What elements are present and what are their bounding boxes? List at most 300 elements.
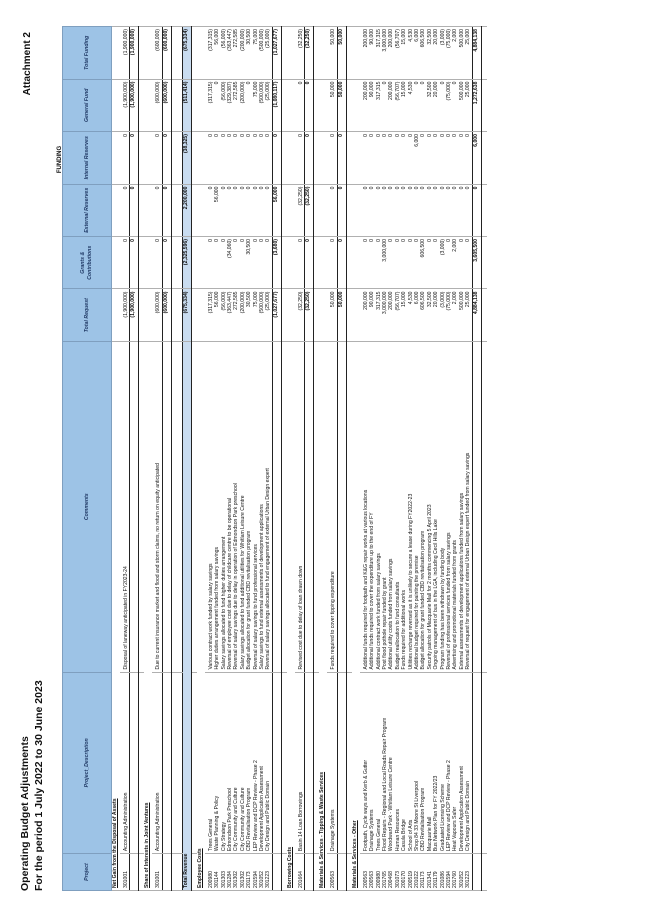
row-comment: Higher duties arrangement funded from salary savings (214, 341, 220, 672)
section-total-value: (600,000) (162, 79, 171, 131)
section-total-value: (1,900,000) (130, 27, 139, 80)
section-total-value: (1,080,117) (272, 79, 281, 131)
section-label: Materials & Services - Tipping & Waste Services (319, 341, 327, 890)
section-total-value: 0 (305, 79, 314, 131)
row-comment: Budget allocation for grant funded CBD revitalisation program (420, 341, 426, 672)
amount-cell: (363,447) (227, 289, 233, 341)
project-code: 201022 (414, 854, 420, 891)
project-description: Development Application Assessment (259, 672, 265, 854)
amount-cell: 0 (465, 132, 472, 184)
empty-cell (112, 79, 121, 131)
amount-cell: 0 (295, 132, 305, 184)
col-external: External Reserves (63, 184, 112, 236)
section-total-row (305, 27, 314, 891)
amount-cell: (317,315) (205, 27, 214, 80)
project-description: Drainage Systems (327, 672, 337, 854)
col-general: General Fund (63, 79, 112, 131)
amount-cell: 20,000 (433, 79, 439, 131)
amount-cell: 50,000 (327, 27, 337, 80)
row-comment: Additional funds required to cover the expenditure up to the end of FY (369, 341, 375, 672)
empty-cell (287, 289, 295, 341)
project-description: Woodward Park - Whitlam Leisure Centre (388, 672, 394, 854)
amount-cell: 25,000 (465, 27, 472, 80)
project-description: Human Resources (395, 672, 401, 854)
section-header-row (319, 27, 327, 891)
amount-cell: 0 (120, 132, 130, 184)
amount-cell: 56,000 (214, 184, 220, 236)
budget-table (62, 26, 487, 891)
amount-cell: 0 (259, 237, 265, 289)
empty-cell (319, 27, 327, 80)
amount-cell: (200,000) (240, 79, 246, 131)
amount-cell: 0 (427, 132, 433, 184)
row-comment: Utilities recharge reversed as it is unlikely to secure a lease during FY2022-23 (408, 341, 414, 672)
empty-cell (337, 672, 346, 854)
project-description: Flood Repairs - Regional and Local Roads Repair Program (382, 672, 388, 854)
empty-cell (272, 341, 281, 672)
amount-cell: 4,530 (408, 79, 414, 131)
empty-cell (319, 79, 327, 131)
row-comment: Reversal of salary savings to fund professional services (253, 341, 259, 672)
section-header-row (352, 27, 360, 891)
amount-cell: 0 (408, 184, 414, 236)
empty-cell (481, 341, 487, 672)
section-total-value: 0 (305, 132, 314, 184)
project-code: 301284 (227, 854, 233, 891)
amount-cell: 0 (265, 132, 272, 184)
amount-cell: 20,000 (433, 289, 439, 341)
amount-cell: 0 (265, 184, 272, 236)
amount-cell: (200,000) (240, 27, 246, 80)
amount-cell: 0 (214, 132, 220, 184)
project-code: 301001 (120, 854, 130, 891)
section-total-row (337, 27, 346, 891)
amount-cell: 32,500 (427, 289, 433, 341)
project-code: 301052 (459, 854, 465, 891)
section-total-row (130, 27, 139, 891)
table-header-row (63, 27, 112, 891)
empty-cell (162, 672, 171, 854)
amount-cell: 606,500 (420, 27, 426, 80)
section-header-row (197, 27, 205, 891)
section-label: Share of Interests in Joint Ventures (144, 341, 152, 890)
grand-total-row (182, 27, 191, 891)
amount-cell: 0 (253, 132, 259, 184)
amount-cell: (500,000) (259, 79, 265, 131)
amount-cell: 0 (120, 237, 130, 289)
section-total-value: 1,272,638 (472, 79, 481, 131)
amount-cell: 0 (382, 79, 388, 131)
amount-cell: (75,000) (446, 79, 452, 131)
section-total-value: 0 (337, 237, 346, 289)
empty-cell (144, 79, 152, 131)
amount-cell: (329,387) (227, 79, 233, 131)
empty-cell (197, 184, 205, 236)
empty-cell (197, 132, 205, 184)
amount-cell: 0 (388, 132, 394, 184)
amount-cell: 0 (440, 132, 446, 184)
section-label: Materials & Services - Other (352, 341, 360, 890)
amount-cell: 0 (465, 184, 472, 236)
amount-cell: 0 (414, 184, 420, 236)
project-description: Basin 14 Loan Borrowings (295, 672, 305, 854)
amount-cell: 75,000 (253, 27, 259, 80)
section-total-value: 0 (337, 132, 346, 184)
row-comment: Reversal of request for engagement of external Urban Design expert funded from salary savings (465, 341, 472, 672)
section-total-value: (1,027,677) (272, 289, 281, 341)
amount-cell: 2,000 (452, 289, 458, 341)
amount-cell: 50,000 (327, 79, 337, 131)
empty-cell (305, 341, 314, 672)
empty-cell (144, 289, 152, 341)
empty-cell (197, 79, 205, 131)
section-total-value: 56,000 (272, 184, 281, 236)
amount-cell: 0 (221, 184, 227, 236)
section-header-row (144, 27, 152, 891)
amount-cell: (1,900,000) (120, 79, 130, 131)
project-code: 301302 (233, 854, 239, 891)
amount-cell: 0 (427, 237, 433, 289)
col-description: Project_Description (63, 672, 112, 854)
row-comment: Revised cost due to delay of loan drawn down (295, 341, 305, 672)
section-total-value: (1,900,000) (130, 79, 139, 131)
amount-cell: 272,585 (233, 79, 239, 131)
section-total-value: 0 (272, 132, 281, 184)
project-code: 201760 (452, 854, 458, 891)
empty-cell (144, 27, 152, 80)
amount-cell: 0 (246, 184, 252, 236)
amount-cell: 0 (214, 237, 220, 289)
amount-cell: 0 (401, 132, 407, 184)
grand-total-value: (675,334) (182, 27, 191, 80)
amount-cell: 75,000 (253, 289, 259, 341)
amount-cell: 0 (233, 184, 239, 236)
amount-cell: 3,000,000 (382, 27, 388, 80)
amount-cell: (56,707) (395, 79, 401, 131)
amount-cell: 0 (246, 132, 252, 184)
project-code: 301144 (214, 854, 220, 891)
amount-cell: (32,250) (295, 27, 305, 80)
amount-cell: 0 (369, 184, 375, 236)
amount-cell: (25,000) (265, 79, 272, 131)
amount-cell: 90,000 (369, 27, 375, 80)
amount-cell: 0 (408, 237, 414, 289)
section-label: Employee Costs (197, 341, 205, 890)
empty-cell (305, 854, 314, 891)
table-row (152, 27, 162, 891)
amount-cell: 200,000 (388, 289, 394, 341)
empty-cell (112, 132, 121, 184)
amount-cell: 90,000 (369, 79, 375, 131)
amount-cell: 0 (401, 184, 407, 236)
empty-cell (352, 289, 360, 341)
amount-cell: 0 (369, 132, 375, 184)
amount-cell: 0 (446, 184, 452, 236)
project-code: 201594 (446, 854, 452, 891)
amount-cell: 0 (395, 184, 401, 236)
amount-cell: (317,315) (205, 289, 214, 341)
project-description: Graduated Licensing Scheme (440, 672, 446, 854)
project-code: 200563 (327, 854, 337, 891)
section-total-row (162, 27, 171, 891)
table-row (295, 27, 305, 891)
section-total-value: 3,605,500 (472, 237, 481, 289)
amount-cell: 25,000 (465, 79, 472, 131)
amount-cell: 0 (240, 132, 246, 184)
amount-cell: 0 (376, 132, 382, 184)
project-description: City Strategy (221, 672, 227, 854)
amount-cell: 0 (240, 237, 246, 289)
amount-cell: 30,500 (246, 237, 252, 289)
row-comment: Post flood pothole repair funded by grant (382, 341, 388, 672)
section-total-value: 0 (472, 184, 481, 236)
amount-cell: (600,000) (152, 79, 162, 131)
amount-cell: 606,500 (420, 289, 426, 341)
amount-cell: (56,707) (395, 27, 401, 80)
col-total-funding: Total Funding (63, 27, 112, 80)
row-comment: Salary savings to fund external assessments of development applications (259, 341, 265, 672)
amount-cell: 0 (382, 184, 388, 236)
project-description: City Community and Culture (240, 672, 246, 854)
row-comment: Reversal of professional services funded from salary savings (446, 341, 452, 672)
project-code: 200980 (205, 854, 214, 891)
amount-cell: 0 (414, 79, 420, 131)
amount-cell: 0 (401, 237, 407, 289)
amount-cell: (56,000) (221, 27, 227, 80)
amount-cell: 0 (433, 132, 439, 184)
grand-total-label: Total Revenue (182, 341, 191, 890)
amount-cell: 0 (152, 237, 162, 289)
amount-cell: 0 (327, 132, 337, 184)
amount-cell: 15,000 (401, 79, 407, 131)
grand-total-value: 2,200,000 (182, 184, 191, 236)
amount-cell: (56,707) (395, 289, 401, 341)
amount-cell: 0 (152, 132, 162, 184)
amount-cell: 317,315 (376, 289, 382, 341)
section-total-value: (1,027,677) (272, 27, 281, 80)
amount-cell: 2,000 (452, 237, 458, 289)
amount-cell: 0 (433, 237, 439, 289)
section-total-value: 50,000 (337, 79, 346, 131)
empty-cell (319, 237, 327, 289)
section-total-value: (32,250) (305, 27, 314, 80)
project-code: 301073 (395, 854, 401, 891)
empty-cell (130, 854, 139, 891)
row-comment: External assessments of development applications funded from salary savings (459, 341, 465, 672)
amount-cell: 2,000 (452, 27, 458, 80)
empty-cell (144, 237, 152, 289)
project-code: 301001 (152, 854, 162, 891)
table-row (360, 27, 369, 891)
project-description: Shop 84 33 Moore St Liverpool (414, 672, 420, 854)
project-code: 201594 (253, 854, 259, 891)
col-internal: Internal Reserves (63, 132, 112, 184)
project-code: 201179 (433, 854, 439, 891)
empty-cell (197, 237, 205, 289)
amount-cell: 75,000 (253, 79, 259, 131)
project-description: School of Arts (408, 672, 414, 854)
empty-cell (481, 184, 487, 236)
amount-cell: 0 (452, 79, 458, 131)
row-comment: Reversal of salary savings allocated to fund engagement of external Urban Design expert (265, 341, 272, 672)
amount-cell: (3,000) (440, 289, 446, 341)
empty-cell (352, 237, 360, 289)
amount-cell: 0 (327, 184, 337, 236)
amount-cell: 6,000 (414, 289, 420, 341)
empty-cell (481, 79, 487, 131)
col-comments: Comments (63, 341, 112, 672)
amount-cell: 56,000 (214, 289, 220, 341)
amount-cell: 0 (376, 237, 382, 289)
empty-cell (481, 27, 487, 80)
amount-cell: (363,447) (227, 27, 233, 80)
empty-cell (352, 184, 360, 236)
section-total-value: 6,000 (472, 132, 481, 184)
amount-cell: 0 (382, 132, 388, 184)
amount-cell: 0 (205, 237, 214, 289)
project-description: Footpath, Cycle ways and Kerb & Gutter (360, 672, 369, 854)
project-description: Bus Network Plan for FY 2022/23 (433, 672, 439, 854)
project-code: 200468 (388, 854, 394, 891)
section-total-value: 50,000 (337, 27, 346, 80)
amount-cell: (200,000) (240, 289, 246, 341)
project-description: Edmondson Park Preschool (227, 672, 233, 854)
row-comment: Various contract work funded by salary savings (205, 341, 214, 672)
section-total-value: (1,900,000) (130, 289, 139, 341)
row-comment: Ongoing management of bus in the LGA, including Cecil Hills Lake (433, 341, 439, 672)
amount-cell: 0 (440, 184, 446, 236)
row-comment: Advertising and promotional materials funded from grants (452, 341, 458, 672)
amount-cell: 0 (265, 237, 272, 289)
section-total-value: 0 (130, 184, 139, 236)
amount-cell: 0 (388, 184, 394, 236)
amount-cell: 0 (295, 237, 305, 289)
empty-cell (352, 132, 360, 184)
amount-cell: 0 (446, 237, 452, 289)
project-description: CBD Revitalisation Program (246, 672, 252, 854)
amount-cell: 0 (433, 184, 439, 236)
amount-cell: 20,000 (433, 27, 439, 80)
amount-cell: 0 (420, 132, 426, 184)
row-comment: Due to current insurance market and flood and storm claims, no return on equity anticipated (152, 341, 162, 672)
empty-cell (112, 237, 121, 289)
amount-cell: 6,000 (414, 27, 420, 80)
amount-cell: 0 (420, 79, 426, 131)
project-code: 200519 (408, 854, 414, 891)
section-total-value: 0 (130, 237, 139, 289)
row-comment: Reversal of employee cost due to delay of childcare centre to be operational (227, 341, 233, 672)
section-total-value: 50,000 (337, 289, 346, 341)
project-code: 200980 (376, 854, 382, 891)
project-code: 200170 (401, 854, 407, 891)
project-code: 201664 (295, 854, 305, 891)
project-code: 201341 (427, 854, 433, 891)
amount-cell: 0 (414, 237, 420, 289)
amount-cell: 0 (369, 237, 375, 289)
project-description: Trees General (376, 672, 382, 854)
amount-cell: 200,000 (360, 27, 369, 80)
empty-cell (144, 184, 152, 236)
amount-cell: 30,500 (246, 289, 252, 341)
row-comment: Salary savings allocated to fund higher duties arrangement (221, 341, 227, 672)
project-description: City Community and Culture (233, 672, 239, 854)
empty-cell (352, 79, 360, 131)
amount-cell: (1,900,000) (120, 289, 130, 341)
amount-cell: (600,000) (152, 27, 162, 80)
empty-cell (272, 672, 281, 854)
amount-cell: 0 (120, 184, 130, 236)
table-row (327, 27, 337, 891)
project-description: LEP Review and DCP Review - Phase 2 (253, 672, 259, 854)
amount-cell: 317,315 (376, 27, 382, 80)
amount-cell: (32,250) (295, 184, 305, 236)
table-row (205, 27, 214, 891)
amount-cell: 0 (420, 184, 426, 236)
amount-cell: 0 (246, 79, 252, 131)
section-label: Net Gain from the Disposal of Assets (112, 341, 121, 890)
empty-cell (287, 79, 295, 131)
amount-cell: 0 (452, 184, 458, 236)
amount-cell: 0 (253, 184, 259, 236)
amount-cell: 6,000 (414, 132, 420, 184)
section-total-value: 0 (130, 132, 139, 184)
amount-cell: 272,585 (233, 27, 239, 80)
amount-cell: 0 (205, 184, 214, 236)
amount-cell: 200,000 (388, 79, 394, 131)
empty-cell (472, 341, 481, 672)
section-total-value: 4,884,138 (472, 27, 481, 80)
amount-cell: 0 (221, 237, 227, 289)
empty-cell (305, 672, 314, 854)
empty-cell (130, 341, 139, 672)
section-total-value: (600,000) (162, 27, 171, 80)
empty-cell (197, 289, 205, 341)
amount-cell: 0 (227, 184, 233, 236)
row-comment: Additional funds required for footpath and K&G repair works at various locations (360, 341, 369, 672)
project-code: 301052 (259, 854, 265, 891)
amount-cell: 0 (233, 132, 239, 184)
amount-cell: 0 (253, 237, 259, 289)
amount-cell: 317,315 (376, 79, 382, 131)
amount-cell: 0 (295, 79, 305, 131)
empty-cell (287, 27, 295, 80)
row-comment: Funds required for additional works (401, 341, 407, 672)
document-title: Operating Budget Adjustments (19, 736, 31, 891)
grand-total-value: (675,334) (182, 289, 191, 341)
section-total-value: 4,884,138 (472, 289, 481, 341)
amount-cell: 0 (360, 184, 369, 236)
amount-cell: (1,900,000) (120, 27, 130, 80)
amount-cell: 32,500 (427, 79, 433, 131)
empty-cell (472, 854, 481, 891)
amount-cell: 200,000 (360, 79, 369, 131)
table-body (112, 27, 487, 891)
document-subtitle: For the period 1 July 2022 to 30 June 2023 (33, 680, 45, 891)
amount-cell: 0 (395, 132, 401, 184)
project-code: 201086 (440, 854, 446, 891)
table-row (120, 27, 130, 891)
amount-cell: (56,000) (221, 79, 227, 131)
amount-cell: 0 (452, 132, 458, 184)
empty-cell (472, 672, 481, 854)
amount-cell: 0 (327, 237, 337, 289)
amount-cell: (3,000) (440, 27, 446, 80)
row-comment: Salary savings allocated to fund additional utilities for Whitlam Leisure Centre (240, 341, 246, 672)
project-code: 201173 (420, 854, 426, 891)
project-description: Accounting Administration (120, 672, 130, 854)
row-comment: Additional utility costs funded from salary savings (388, 341, 394, 672)
amount-cell: 50,000 (327, 289, 337, 341)
